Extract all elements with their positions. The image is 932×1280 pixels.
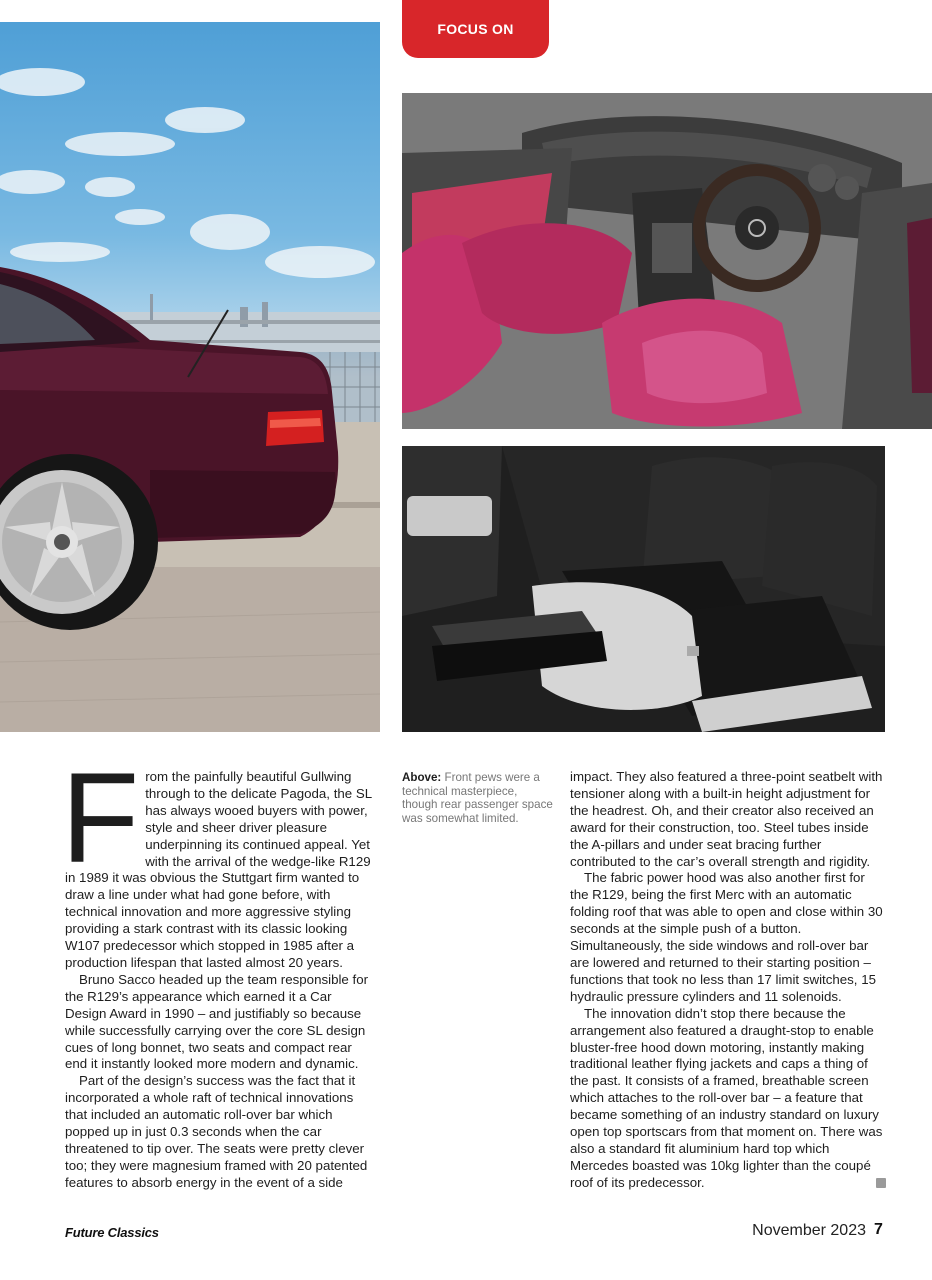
caption-lead: Above:	[402, 771, 442, 784]
caption-text: Front pews were a technical masterpiece, though rear passenger space was somewhat limited.	[402, 771, 553, 825]
interior-illustration	[402, 93, 932, 429]
car-exterior-illustration	[0, 22, 380, 732]
article-paragraph-last-text: The innovation didn’t stop there because the arrangement also featured a draught-stop to enable bluster-free hood down motoring, instantly making traditional leather flying jackets and caps a thing of the past. It consists of a framed, breathable screen which attaches to the roll-over bar – a feature that became something of an industry standard on luxury open top sportscars from that moment on. There was also a standard fit aluminium hard top which Mercedes boasted was 10kg lighter than the coupé roof of its predecessor.	[570, 1005, 883, 1190]
article-paragraph: Part of the design’s success was the fact that it incorporated a whole raft of technical innovations that included an automatic roll-over bar which popped up in just 0.3 seconds when the car threatened to tip over. The seats were pretty clever too; they were magnesium framed with 20 patented features to absorb energy in the event of a side	[65, 1073, 368, 1190]
photo-caption	[402, 771, 554, 825]
article-column-right	[570, 769, 895, 1192]
section-tab-focus-on	[402, 0, 549, 58]
photo-interior-rear	[402, 446, 885, 732]
article-paragraph: Bruno Sacco headed up the team responsible for the R129’s appearance which earned it a Car Design Award in 1990 – and justifiably so because while successfully carrying over the core SL design cues of long bonnet, two seats and compact rear end it instantly looked more modern and dynamic.	[65, 971, 369, 1072]
article-end-icon: »	[876, 1178, 886, 1188]
article-paragraph: The fabric power hood was also another first for the R129, being the first Merc with an automatic folding roof that was able to open and close within 30 seconds at the simple push of a button. Simultaneously, the side windows and roll-over bar are lowered and returned to their starting position – functions that took no less than 17 limit switches, 15 hydraulic pressure cylinders and 11 solenoids.	[570, 870, 883, 1004]
photo-car-exterior	[0, 22, 380, 732]
article-paragraph-continued: impact. They also featured a three-point seatbelt with tensioner along with a built-in height adjustment for the headrest. Oh, and their creator also received an award for their construction, too. Steel tubes inside the A-pillars and under seat bracing further contributed to the car’s overall strength and rigidity.	[570, 769, 883, 869]
article-paragraph-intro-text: rom the painfully beautiful Gullwing through to the delicate Pagoda, the SL has always wooed buyers with power, style and sheer driver pleasure underpinning its continued appeal. Yet with the arrival of the wedge-like R129 in 1989 it was obvious the Stuttgart firm wanted to draw a line under what had gone before, with technical innovation and more aggressive styling providing a stark contrast with its classic looking W107 predecessor which stopped in 1985 after a production lifespan that lasted almost 20 years.	[65, 769, 372, 970]
footer-issue-date: November 2023	[752, 1222, 866, 1239]
rear-seats-illustration	[402, 446, 885, 732]
section-tab-label: FOCUS ON	[437, 21, 514, 37]
article-paragraph-last	[570, 1005, 895, 1192]
article-column-left	[61, 747, 375, 1192]
photo-interior-front	[402, 93, 932, 429]
footer-magazine-name: Future Classics	[65, 1225, 159, 1240]
article-paragraph-intro	[61, 747, 375, 972]
footer-page-number: 7	[874, 1221, 883, 1238]
drop-cap: F	[61, 747, 140, 890]
